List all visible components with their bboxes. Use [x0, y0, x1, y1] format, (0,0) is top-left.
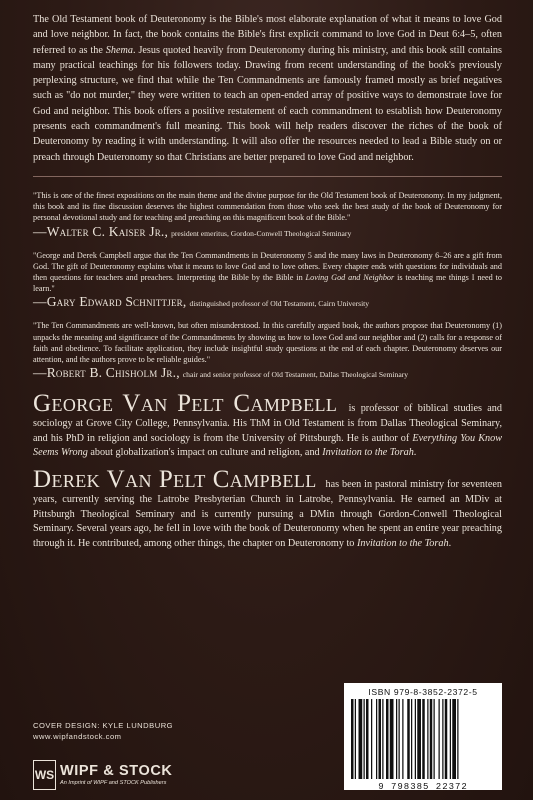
endorser-name: —Walter C. Kaiser Jr., [33, 223, 169, 239]
book-title-italic: Loving God and Neighbor [305, 272, 395, 282]
publisher-logo [33, 760, 172, 790]
endorser-name: —Gary Edward Schnittjer, [33, 294, 187, 310]
barcode-icon [349, 699, 497, 779]
endorser-role: distinguished professor of Old Testament, Cairn University [189, 299, 370, 309]
divider-rule [33, 176, 502, 177]
endorsement-text: "George and Derek Campbell argue that the Ten Commandments in Deuteronomy 5 and the many laws in Deuteronomy 6–26 are a gift from God. The gift of Deuteronomy explains what it means to love God and to love others. Every chapter ends with questions for individuals and then questions for teachers and preachers. Interpreting the Bible by the Bible in [33, 250, 502, 282]
endorsement-text: "The Ten Commandments are well-known, but often misunderstood. In this carefully argued book, the authors propose that Deuteronomy (1) unpacks the meaning and significance of the Commandments by showing us how to love God and our neighbor and (2) calls for a response of faith and obedience. To facilitate application, they include insightful study questions at the end of each chapter. Deuteronomy deserves our attention, and the authors prove to be reliable guides." [33, 321, 502, 364]
endorsement-text: "This is one of the finest expositions on the main theme and the divine purpose for the Old Testament book of Deuteronomy. In my judgment, this book and its fine discussion deserves the highest commendation from those who seek the best study of the book of Deuteronomy for personal devotional study and for teaching and preaching on this magnificent book of the Bible." [33, 190, 502, 223]
isbn-barcode-block [344, 683, 502, 790]
bio-text-3: . [413, 447, 417, 459]
logo-letters: WS [34, 768, 55, 782]
author-name: Derek Van Pelt Campbell [33, 465, 317, 493]
endorsement-kaiser [33, 190, 502, 241]
publisher-website: www.wipfandstock.com [33, 732, 122, 741]
author-bio-george [33, 391, 502, 461]
endorser-role: president emeritus, Gordon-Conwell Theological Seminary [171, 228, 352, 238]
endorsement-chisholm [33, 320, 502, 382]
isbn-label: ISBN 979-8-3852-2372-5 [368, 687, 478, 697]
bio-book-title-1: Invitation to the Torah [356, 537, 449, 549]
bio-text-1: has been in pastoral ministry for seventeen years, currently serving the Latrobe Presbyterian Church in Latrobe, Pennsylvania. He earned an MDiv at Pittsburgh Theological Seminary and is currently pursuing a DMin through Gordon-Conwell Theological Seminary. Several years ago, he fell in love with the book of Deuteronomy when he spent an entire year preaching through it. He contributed, among other things, the chapter on Deuteronomy to [33, 478, 502, 549]
endorsement-text-end: is teaching me things I need to learn." [33, 272, 503, 294]
description-paragraph [33, 12, 502, 165]
endorsement-schnittjer [33, 250, 502, 312]
description-text-1: The Old Testament book of Deuteronomy is the Bible's most elaborate explanation of what it means to love God and love neighbor. In fact, the book contains the Bible's first explicit command to love God in Deut 6:4–5, often referred to as the [33, 14, 502, 56]
description-text-2: . Jesus quoted heavily from Deuteronomy during his ministry, and this book still contains many practical teachings for his followers today. Drawing from recent understanding of the book's previously perplexing structure, we find that while the Ten Commandments are famously framed mostly as brief negatives such as "do not murder," they were written to teach an open-ended array of positive ways to demonstrate love for God and neighbor. This book offers a positive restatement of each commandment to establish how Deuteronomy presents each commandment's full meaning. This book will help readers discover the riches of the book of Deuteronomy by reading it with understanding. It will also offer the resources needed to lead a Bible study on or preach through Deuteronomy so that Christians are better prepared to love God and neighbor. [33, 44, 502, 163]
cover-design-credit: COVER DESIGN: KYLE LUNDBURG [33, 721, 174, 730]
endorser-name: —Robert B. Chisholm Jr., [33, 365, 180, 381]
publisher-name: WIPF & STOCK [60, 763, 173, 779]
barcode-digits: 9 798385 22372 [378, 782, 468, 792]
shema-term: Shema [105, 44, 133, 56]
publisher-imprint: An Imprint of WIPF and STOCK Publishers [60, 780, 167, 786]
bio-text-2: . [448, 537, 452, 549]
ws-logo-icon [33, 760, 56, 790]
credits-block [33, 720, 173, 742]
author-bio-derek [33, 467, 502, 551]
bio-text-2: about globalization's impact on culture and religion, and [87, 447, 323, 459]
cover-footer [33, 682, 502, 790]
bio-book-title-2: Invitation to the Torah [322, 447, 414, 459]
bio-book-title-1: Everything You Know Seems Wrong [33, 432, 502, 459]
endorser-role: chair and senior professor of Old Testament, Dallas Theological Seminary [182, 370, 409, 380]
author-name: George Van Pelt Campbell [33, 390, 338, 418]
bio-text-1: is professor of biblical studies and sociology at Grove City College, Pennsylvania. His ThM in Old Testament is from Dallas Theological Seminary, and his PhD in religion and sociology is from the University of Pittsburgh. He is author of [33, 403, 502, 444]
